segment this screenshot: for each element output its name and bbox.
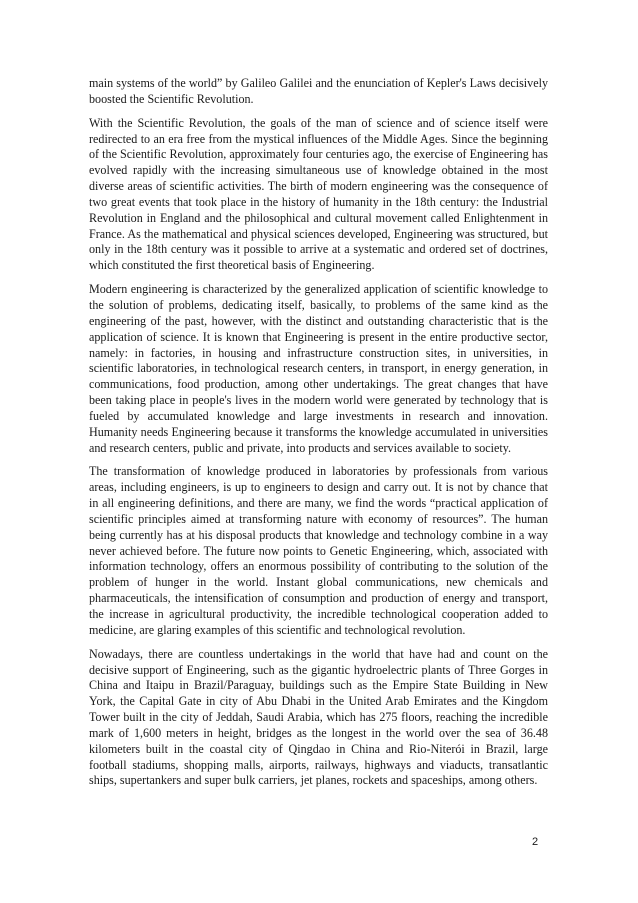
paragraph-scientific-revolution: With the Scientific Revolution, the goals of the man of science and of science itself were redirected to an era free from the mystical influences of the Middle Ages. Since the beginning of the Scientific Revolution, approximately four centuries ago, the exercise of Engineering has evolved rapidly with the increasing simultaneous use of knowledge obtained in the most diverse areas of scientific activities. The birth of modern engineering was the consequence of two great events that took place in the history of humanity in the 18th century: the Industrial Revolution in England and the philosophical and cultural movement called Enlightenment in France. As the mathematical and physical sciences developed, Engineering was structured, but only in the 18th century was it possible to arrive at a systematic and ordered set of doctrines, which constituted the first theoretical basis of Engineering.	[89, 115, 548, 273]
paragraph-undertakings: Nowadays, there are countless undertakings in the world that have had and count on the decisive support of Engineering, such as the gigantic hydroelectric plants of Three Gorges in China and Itaipu in Brazil/Paraguay, buildings such as the Empire State Building in New York, the Capital Gate in city of Abu Dhabi in the United Arab Emirates and the Kingdom Tower built in the city of Jeddah, Saudi Arabia, which has 275 floors, reaching the incredible mark of 1,600 meters in height, bridges as the longest in the world over the sea of 36.48 kilometers built in the coastal city of Qingdao in China and Rio-Niterói in Brazil, large football stadiums, shopping malls, airports, railways, highways and viaducts, transatlantic ships, supertankers and super bulk carriers, jet planes, rockets and spaceships, among others.	[89, 646, 548, 788]
paragraph-knowledge-transformation: The transformation of knowledge produced in laboratories by professionals from various areas, including engineers, is up to engineers to design and carry out. It is not by chance that in all engineering definitions, and there are many, we find the words “practical application of scientific principles aimed at transforming nature with economy of resources”. The human being currently has at his disposal products that knowledge and technology combine in a way never achieved before. The future now points to Genetic Engineering, which, associated with information technology, offers an enormous possibility of contributing to the solution of the problem of hunger in the world. Instant global communications, new chemicals and pharmaceuticals, the intensification of consumption and production of energy and transport, the increase in agricultural productivity, the incredible technological cooperation added to medicine, are glaring examples of this scientific and technological revolution.	[89, 464, 548, 637]
paragraph-continuation: main systems of the world” by Galileo Galilei and the enunciation of Kepler's Laws decisively boosted the Scientific Revolution.	[89, 76, 548, 106]
page-number: 2	[532, 836, 539, 848]
paragraph-modern-engineering: Modern engineering is characterized by the generalized application of scientific knowledge to the solution of problems, dedicating itself, basically, to problems of the same kind as the engineering of the past, however, with the distinct and outstanding characteristic that is the application of science. It is known that Engineering is present in the entire productive sector, namely: in factories, in housing and infrastructure construction sites, in universities, in scientific laboratories, in technological research centers, in transport, in energy generation, in communications, food production, among other undertakings. The great changes that have been taking place in people's lives in the modern world were generated by technology that is fueled by accumulated knowledge and large investments in research and innovation. Humanity needs Engineering because it transforms the knowledge accumulated in universities and research centers, public and private, into products and services available to society.	[89, 282, 548, 455]
page-body	[89, 76, 548, 797]
